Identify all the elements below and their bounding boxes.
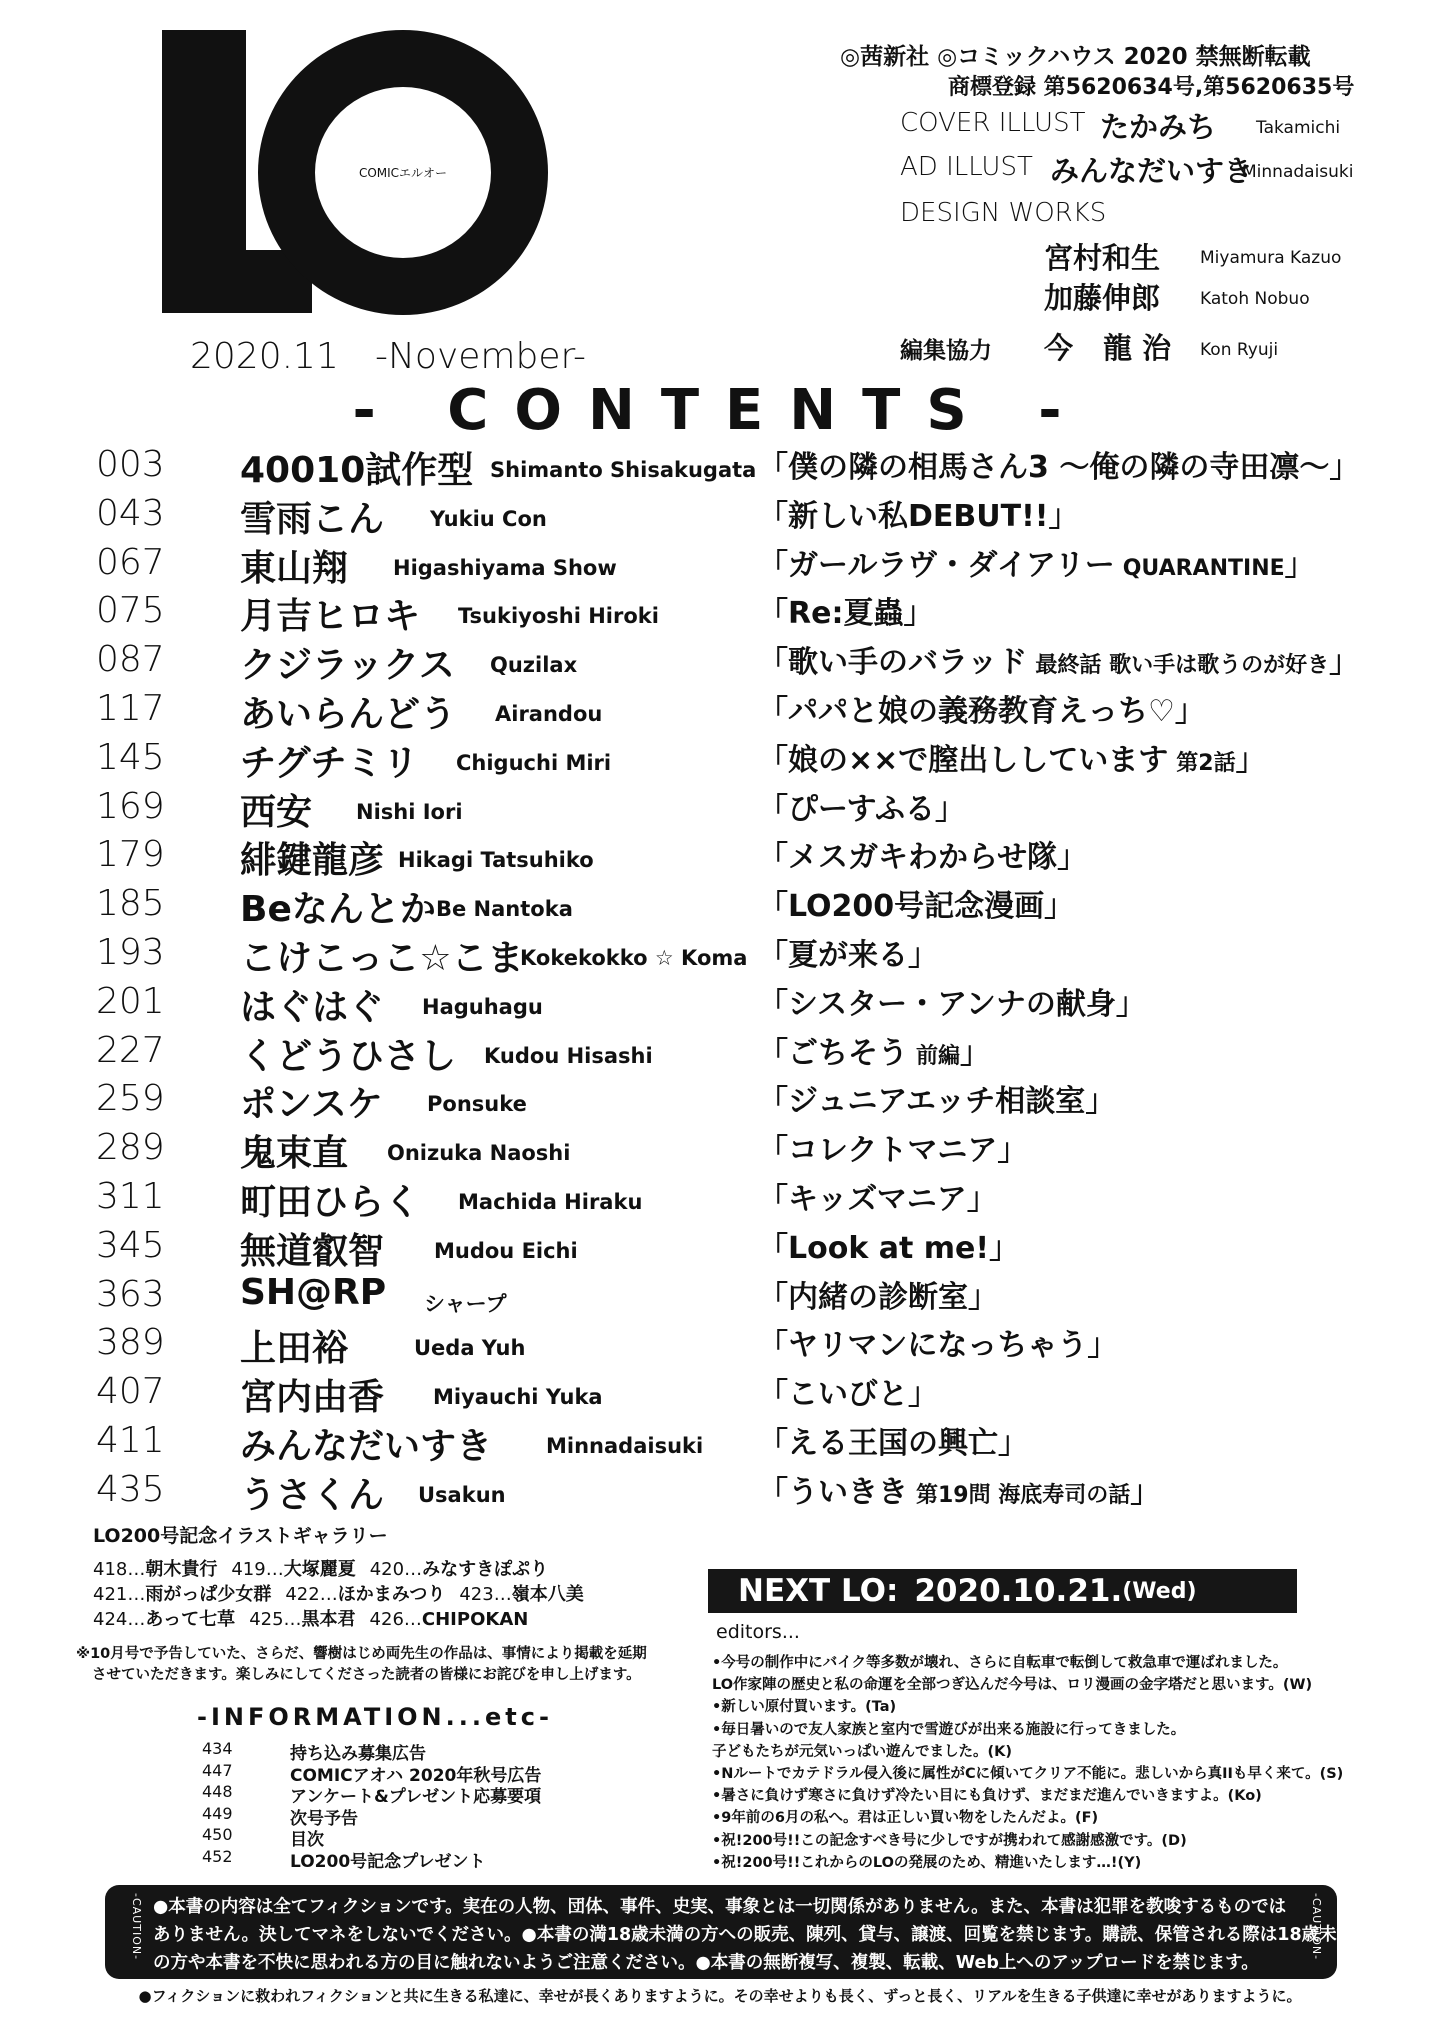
toc-author: 宮内由香 — [240, 1377, 385, 1419]
gallery-item-page: 426… — [369, 1609, 422, 1630]
toc-page-number: 201 — [96, 980, 165, 1022]
editor-note: •Nルートでカテドラル侵入後に属性がCに傾いてクリア不能に。悲しいから真IIも早く来て。(S) — [712, 1766, 1344, 1782]
toc-page-number: 145 — [96, 736, 165, 778]
toc-author: 無道叡智 — [240, 1230, 385, 1272]
toc-author-roman: Quzilax — [490, 653, 578, 678]
toc-author-roman: Machida Hiraku — [458, 1189, 643, 1214]
toc-author-roman: Haguhagu — [422, 994, 543, 1019]
toc-title: Re:夏蟲 — [788, 596, 904, 632]
next-issue-banner — [708, 1569, 1297, 1613]
toc-title-group — [758, 1174, 997, 1218]
gallery-item-artist: 雨がっぱ少女群 — [145, 1584, 272, 1605]
toc-title-group — [758, 735, 1266, 779]
gallery-item-page: 422… — [285, 1584, 338, 1605]
toc-row — [0, 1123, 1440, 1175]
toc-title: ぴーすふる — [788, 791, 935, 827]
information-page: 447 — [202, 1760, 233, 1780]
gallery-item — [370, 1609, 529, 1630]
toc-open-bracket: 「 — [758, 1084, 788, 1120]
toc-title: 歌い手のバラッド — [788, 645, 1028, 681]
designer-name-2: 加藤伸郎 — [1044, 281, 1161, 315]
toc-open-bracket: 「 — [758, 1035, 788, 1071]
designer-roman-2: Katoh Nobuo — [1200, 289, 1310, 309]
toc-title-group — [758, 930, 938, 974]
designer-name-1: 宮村和生 — [1044, 241, 1161, 275]
information-label: 目次 — [290, 1830, 324, 1850]
caution-side-left: -CAUTION- — [130, 1893, 143, 1961]
toc-author-roman: Tsukiyoshi Hiroki — [458, 604, 659, 629]
gallery-item-page: 421… — [93, 1584, 146, 1605]
toc-page-number: 227 — [96, 1029, 165, 1071]
toc-page-number: 193 — [96, 931, 165, 973]
toc-close-bracket: 」 — [1284, 547, 1315, 583]
toc-author: うさくん — [240, 1474, 385, 1516]
gallery-item-page: 420… — [369, 1559, 423, 1580]
toc-title-group — [758, 637, 1359, 681]
toc-close-bracket: 」 — [935, 791, 965, 827]
toc-title: 僕の隣の相馬さん3 ～俺の隣の寺田凛～ — [788, 450, 1330, 485]
toc-close-bracket: 」 — [989, 1230, 1020, 1266]
toc-author-roman: Yukiu Con — [430, 506, 547, 531]
toc-open-bracket: 「 — [758, 1230, 788, 1266]
toc-author-roman: Chiguchi Miri — [456, 750, 612, 775]
toc-author-roman: Be Nantoka — [436, 897, 573, 922]
gallery-item-page: 424… — [93, 1609, 146, 1630]
toc-author: くどうひさし — [240, 1035, 457, 1077]
toc-title-group — [758, 832, 1087, 876]
toc-author: あいらんどう — [240, 693, 457, 735]
toc-close-bracket: 」 — [1057, 840, 1088, 876]
toc-row — [0, 489, 1440, 538]
toc-open-bracket: 「 — [758, 791, 788, 827]
toc-open-bracket: 「 — [758, 840, 788, 876]
toc-author: 上田裕 — [240, 1328, 349, 1370]
toc-author: SH@RP — [240, 1271, 387, 1313]
toc-title-group — [758, 686, 1205, 730]
issue-date: 2020.11 — [190, 336, 339, 377]
toc-close-bracket: 」 — [1087, 1328, 1118, 1364]
toc-title-group — [758, 1369, 938, 1413]
gallery-item-artist: あって七草 — [145, 1609, 236, 1630]
toc-title-group — [758, 588, 933, 632]
toc-row — [0, 1416, 1440, 1465]
toc-title-note: 前編 — [916, 1043, 961, 1069]
toc-close-bracket: 」 — [1329, 645, 1360, 681]
toc-close-bracket: 」 — [998, 1425, 1028, 1461]
gallery-item-page: 418… — [93, 1559, 146, 1580]
toc-title-group — [758, 1028, 990, 1072]
editor-note: •祝!200号!!この記念すべき号に少しですが携われて感謝感激です。(D) — [712, 1832, 1187, 1849]
toc-author-roman: Nishi Iori — [356, 799, 463, 824]
toc-row — [0, 684, 1440, 733]
designer-roman-1: Miyamura Kazuo — [1200, 248, 1342, 268]
toc-close-bracket: 」 — [1329, 450, 1360, 485]
toc-close-bracket: 」 — [1174, 693, 1205, 729]
gallery-item-artist: 黒本君 — [301, 1609, 356, 1630]
toc-author-roman: Minnadaisuki — [546, 1433, 704, 1458]
toc-page-number: 435 — [96, 1468, 165, 1510]
issue-month: -November- — [375, 336, 586, 377]
toc-title-group — [758, 540, 1315, 584]
toc-row — [0, 733, 1440, 782]
gallery-item — [370, 1559, 548, 1580]
toc-author-roman: Mudou Eichi — [434, 1238, 578, 1263]
toc-page-number: 043 — [96, 492, 165, 534]
toc-open-bracket: 「 — [758, 547, 788, 583]
editor-note: •9年前の6月の私へ。君は正しい買い物をしたんだよ。(F) — [712, 1810, 1099, 1827]
toc-title-note: 第2話 — [1176, 750, 1236, 776]
toc-row — [0, 1270, 1440, 1319]
next-issue-label: NEXT LO: — [738, 1573, 899, 1609]
toc-close-bracket: 」 — [1048, 498, 1079, 534]
toc-open-bracket: 「 — [758, 937, 788, 973]
notice-line-2: させていただきます。楽しみにしてくださった読者の皆様にお詫びを申し上げます。 — [92, 1667, 641, 1683]
toc-page-number: 179 — [96, 834, 165, 876]
next-issue-date: 2020.10.21. — [914, 1573, 1123, 1609]
information-label: アンケート&プレゼント応募要項 — [290, 1787, 542, 1807]
toc-open-bracket: 「 — [758, 1425, 788, 1461]
toc-author-roman: Hikagi Tatsuhiko — [398, 848, 594, 873]
toc-title-group — [758, 1418, 1028, 1462]
information-page: 449 — [202, 1803, 233, 1823]
gallery-item — [285, 1584, 445, 1605]
gallery-item-artist: 嶺本八美 — [511, 1584, 584, 1605]
toc-author-roman: Kudou Hisashi — [484, 1043, 653, 1068]
gallery-item — [93, 1559, 217, 1580]
information-page: 450 — [202, 1825, 233, 1844]
toc-close-bracket: 」 — [908, 937, 938, 973]
toc-title: メスガキわからせ隊 — [788, 840, 1058, 876]
toc-title-group — [758, 979, 1146, 1023]
toc-row — [0, 928, 1440, 977]
toc-title: ういきき — [788, 1474, 908, 1510]
toc-author: 緋鍵龍彦 — [240, 840, 385, 882]
editing-label: 編集協力 — [900, 338, 992, 364]
gallery-item-artist: 朝木貴行 — [145, 1559, 218, 1580]
caution-side-right: -CAUTION- — [1310, 1893, 1323, 1961]
cover-illust-roman: Takamichi — [1256, 118, 1341, 138]
toc-title-group — [758, 881, 1074, 925]
toc-row — [0, 1026, 1440, 1075]
editors-title: editors... — [716, 1621, 800, 1643]
toc-open-bracket: 「 — [758, 1133, 788, 1169]
toc-title: 新しい私DEBUT!! — [788, 498, 1049, 534]
toc-open-bracket: 「 — [758, 645, 788, 681]
contents-title: - CONTENTS - — [352, 378, 1088, 443]
toc-open-bracket: 「 — [758, 1279, 788, 1315]
toc-author: はぐはぐ — [240, 986, 385, 1028]
information-label: COMICアオハ 2020年秋号広告 — [290, 1765, 542, 1786]
toc-title: 夏が来る — [788, 937, 908, 973]
editor-note: •今号の制作中にバイク等多数が壊れ、さらに自転車で転倒して救急車で運ばれました。 — [712, 1655, 1288, 1671]
toc-title-group — [758, 1223, 1019, 1267]
information-label: 次号予告 — [290, 1808, 358, 1829]
toc-title: LO200号記念漫画 — [788, 889, 1045, 925]
toc-row — [0, 830, 1440, 882]
toc-author: ポンスケ — [240, 1084, 383, 1126]
toc-title: 娘の××で膣出ししています — [788, 742, 1169, 778]
gallery-item — [249, 1609, 355, 1630]
toc-page-number: 289 — [96, 1127, 165, 1169]
toc-row — [0, 977, 1440, 1026]
caution-box — [105, 1885, 1355, 1979]
toc-author: 東山翔 — [240, 547, 349, 589]
toc-open-bracket: 「 — [758, 986, 788, 1022]
toc-open-bracket: 「 — [758, 450, 788, 485]
toc-open-bracket: 「 — [758, 1377, 788, 1413]
editor-note: •毎日暑いので友人家族と室内で雪遊びが出来る施設に行ってきました。 — [712, 1721, 1186, 1738]
ad-illust-roman: Minnadaisuki — [1242, 162, 1354, 182]
toc-row — [0, 1172, 1440, 1221]
toc-title: シスター・アンナの献身 — [788, 986, 1116, 1022]
toc-author: 町田ひらく — [240, 1181, 421, 1223]
toc-author-roman: Onizuka Naoshi — [387, 1141, 571, 1166]
gallery-item-page: 419… — [231, 1559, 284, 1580]
gallery-item — [459, 1584, 583, 1605]
toc-close-bracket: 」 — [966, 1181, 997, 1217]
toc-page-number: 311 — [96, 1175, 165, 1217]
toc-author-roman: Ueda Yuh — [414, 1336, 526, 1361]
toc-title-group — [758, 784, 965, 828]
toc-title-group — [758, 442, 1359, 486]
toc-author: 鬼束直 — [240, 1133, 349, 1175]
toc-open-bracket: 「 — [758, 1474, 788, 1510]
toc-title-group — [758, 491, 1078, 535]
toc-author-roman: Airandou — [495, 701, 603, 726]
toc-title-group — [758, 1272, 998, 1316]
toc-title: 内緒の診断室 — [788, 1279, 968, 1315]
caution-line-2: ありません。決してマネをしないでください。●本書の満18歳未満の方への販売、陳列、貸与、譲渡、回覧を禁じます。購読、保管される際は18歳未満 — [153, 1925, 1355, 1945]
toc-author: 月吉ヒロキ — [240, 596, 421, 638]
information-title: -INFORMATION...etc- — [197, 1703, 553, 1731]
gallery-item — [93, 1584, 271, 1605]
toc-author-roman: Kokekokko ☆ Koma — [520, 945, 748, 970]
cover-illust-name: たかみち — [1100, 110, 1217, 144]
toc-title-group — [758, 1467, 1160, 1511]
toc-page-number: 389 — [96, 1322, 165, 1364]
toc-page-number: 363 — [96, 1273, 165, 1315]
toc-row — [0, 1465, 1440, 1514]
caution-line-1: ●本書の内容は全てフィクションです。実在の人物、団体、事件、史実、事象とは一切関係がありません。また、本書は犯罪を教唆するものでは — [153, 1897, 1287, 1917]
toc-page-number: 075 — [96, 590, 165, 632]
gallery-title: LO200号記念イラストギャラリー — [93, 1525, 388, 1547]
toc-open-bracket: 「 — [758, 1181, 788, 1217]
toc-close-bracket: 」 — [1115, 986, 1146, 1022]
toc-author-roman: Higashiyama Show — [393, 555, 617, 580]
cover-illust-label: COVER ILLUST — [900, 108, 1086, 138]
toc-author-roman: Shimanto Shisakugata — [490, 458, 757, 482]
toc-title-note: 最終話 歌い手は歌うのが好き — [1035, 653, 1330, 679]
toc-page-number: 345 — [96, 1224, 165, 1266]
toc-page-number: 067 — [96, 541, 165, 583]
toc-author: クジラックス — [240, 645, 455, 687]
editor-note: •新しい原付買います。(Ta) — [712, 1699, 897, 1716]
editor-note: •暑さに負けず寒さに負けず冷たい目にも負けず、まだまだ進んでいきますよ。(Ko) — [712, 1788, 1262, 1805]
gallery-row — [93, 1555, 562, 1581]
toc-close-bracket: 」 — [997, 1133, 1028, 1169]
editing-name: 今 龍治 — [1044, 331, 1182, 365]
ad-illust-name: みんなだいすき — [1050, 154, 1254, 188]
toc-page-number: 169 — [96, 785, 165, 827]
toc-open-bracket: 「 — [758, 742, 788, 778]
toc-row — [0, 1367, 1440, 1419]
toc-open-bracket: 「 — [758, 889, 788, 925]
toc-close-bracket: 」 — [1235, 742, 1266, 778]
trademark: 商標登録 第5620634号,第5620635号 — [948, 75, 1355, 100]
toc-title: ごちそう — [788, 1035, 908, 1071]
notice-line-1: ※10月号で予告していた、さらだ、響樹はじめ両先生の作品は、事情により掲載を延期 — [76, 1646, 647, 1662]
toc-title-group — [758, 1320, 1117, 1364]
toc-page-number: 185 — [96, 883, 165, 925]
toc-author: 雪雨こん — [240, 498, 385, 540]
toc-close-bracket: 」 — [1130, 1474, 1161, 1510]
logo-letter-o — [258, 30, 548, 315]
gallery-item-artist: CHIPOKAN — [421, 1609, 529, 1630]
editor-note: LO作家陣の歴史と私の命運を全部つぎ込んだ今号は、ロリ漫画の金字塔だと思います。(W) — [712, 1677, 1313, 1694]
toc-title: コレクトマニア — [788, 1133, 998, 1169]
toc-author-roman: シャープ — [424, 1291, 507, 1316]
toc-close-bracket: 」 — [968, 1279, 998, 1315]
toc-title: ガールラヴ・ダイアリー — [788, 547, 1115, 583]
toc-title: ジュニアエッチ相談室 — [788, 1084, 1086, 1120]
copyright: ◎茜新社 ◎コミックハウス 2020 禁無断転載 — [840, 44, 1311, 70]
gallery-item — [231, 1559, 355, 1580]
toc-title-note: 第19問 海底寿司の話 — [916, 1482, 1131, 1508]
next-issue-weekday: (Wed) — [1122, 1578, 1197, 1604]
toc-page-number: 411 — [96, 1419, 165, 1461]
toc-close-bracket: 」 — [908, 1377, 938, 1413]
gallery-item-artist: ほかまみつり — [337, 1584, 446, 1605]
toc-page-number: 117 — [96, 687, 165, 729]
toc-title-group — [758, 1076, 1115, 1120]
caution-line-3: の方や本書を不快に思われる方の目に触れないようご注意ください。●本書の無断複写、複製、転載、Web上へのアップロードを禁じます。 — [153, 1953, 1259, 1973]
toc-title: える王国の興亡 — [788, 1425, 998, 1461]
toc-row — [0, 1318, 1440, 1370]
toc-close-bracket: 」 — [903, 596, 934, 632]
logo-subtitle: COMICエルオー — [358, 166, 448, 180]
toc-row — [0, 586, 1440, 638]
table-of-contents — [0, 440, 1440, 1514]
toc-page-number: 087 — [96, 639, 165, 681]
toc-open-bracket: 「 — [758, 596, 788, 632]
gallery-row — [93, 1605, 542, 1631]
gallery-item-page: 425… — [249, 1609, 302, 1630]
design-works-label: DESIGN WORKS — [900, 198, 1107, 228]
information-label: 持ち込み募集広告 — [290, 1744, 426, 1764]
toc-title: パパと娘の義務教育えっち♡ — [788, 693, 1175, 729]
gallery-item-page: 423… — [459, 1584, 512, 1605]
toc-title: Look at me! — [788, 1230, 990, 1266]
toc-close-bracket: 」 — [1085, 1084, 1116, 1120]
toc-author: 40010試作型 — [240, 450, 474, 491]
toc-author: Beなんとか — [240, 889, 436, 931]
toc-title: こいびと — [788, 1377, 908, 1413]
toc-row — [0, 782, 1440, 831]
toc-row — [0, 440, 1440, 489]
footer-message: ●フィクションに救われフィクションと共に生きる私達に、幸せが長くありますように。その幸せよりも長く、ずっと長く、リアルを生きる子供達に幸せがありますように。 — [138, 1987, 1302, 2005]
editing-roman: Kon Ryuji — [1200, 340, 1279, 360]
toc-author-roman: Miyauchi Yuka — [433, 1385, 603, 1410]
toc-row — [0, 879, 1440, 931]
toc-author: 西安 — [240, 791, 313, 833]
toc-page-number: 407 — [96, 1371, 165, 1413]
toc-page-number: 259 — [96, 1078, 165, 1120]
toc-row — [0, 1221, 1440, 1270]
toc-author: チグチミリ — [240, 742, 419, 784]
gallery-row — [93, 1580, 598, 1606]
toc-title: キッズマニア — [788, 1181, 967, 1217]
toc-title-group — [758, 1125, 1027, 1169]
toc-author-roman: Usakun — [418, 1482, 506, 1507]
editor-note: 子どもたちが元気いっぱい遊んでました。(K) — [712, 1743, 1012, 1760]
toc-open-bracket: 「 — [758, 1328, 788, 1364]
toc-author: みんなだいすき — [240, 1425, 493, 1467]
toc-open-bracket: 「 — [758, 693, 788, 729]
toc-page-number: 003 — [96, 444, 165, 485]
toc-title-note: QUARANTINE — [1122, 555, 1285, 581]
toc-row — [0, 635, 1440, 687]
toc-close-bracket: 」 — [960, 1035, 991, 1071]
gallery-item-artist: 大塚麗夏 — [283, 1559, 356, 1580]
toc-row — [0, 538, 1440, 587]
information-page: 452 — [202, 1846, 233, 1866]
toc-author: こけこっこ☆こま — [240, 937, 524, 979]
toc-close-bracket: 」 — [1044, 889, 1075, 925]
information-label: LO200号記念プレゼント — [290, 1851, 486, 1872]
toc-author-roman: Ponsuke — [427, 1092, 527, 1117]
toc-open-bracket: 「 — [758, 498, 788, 534]
toc-title: ヤリマンになっちゃう — [788, 1328, 1088, 1364]
gallery-item-artist: みなすきぽぷり — [422, 1559, 549, 1580]
editor-note: •祝!200号!!これからのLOの発展のため、精進いたします…!(Y) — [712, 1854, 1142, 1871]
gallery-item — [93, 1609, 235, 1630]
information-page: 448 — [202, 1782, 233, 1801]
information-page: 434 — [202, 1739, 233, 1758]
ad-illust-label: AD ILLUST — [900, 152, 1033, 182]
toc-row — [0, 1074, 1440, 1126]
